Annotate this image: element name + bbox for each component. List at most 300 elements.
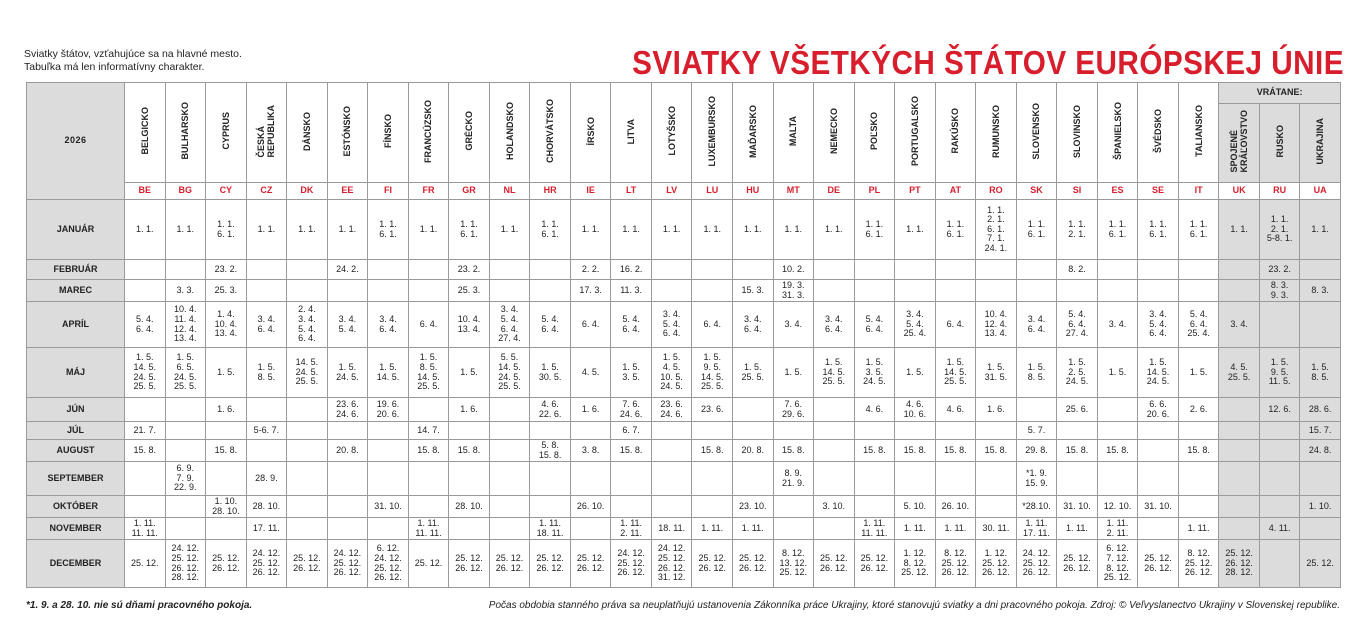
holiday-cell — [530, 280, 571, 302]
holiday-cell: 3. 3. — [165, 280, 206, 302]
holiday-table — [26, 82, 1341, 588]
holiday-cell: 5-6. 7. — [246, 422, 287, 440]
holiday-cell — [1178, 260, 1219, 280]
holiday-cell — [1097, 422, 1138, 440]
holiday-cell: 5. 4. 6. 4. — [611, 302, 652, 348]
country-name: GRÉCKO — [464, 111, 475, 151]
country-name-cell — [449, 83, 490, 183]
holiday-cell — [530, 496, 571, 518]
table-row — [27, 260, 1341, 280]
country-name: ŠPANIELSKO — [1112, 102, 1123, 161]
holiday-cell — [773, 518, 814, 540]
holiday-cell — [854, 260, 895, 280]
holiday-cell: 25. 3. — [206, 280, 247, 302]
holiday-cell — [611, 462, 652, 496]
holiday-cell: 1. 1. — [246, 200, 287, 260]
holiday-cell: 3. 4. — [1097, 302, 1138, 348]
holiday-cell — [489, 496, 530, 518]
table-row — [27, 200, 1341, 260]
holiday-cell: 6. 12. 7. 12. 8. 12. 25. 12. — [1097, 540, 1138, 588]
country-code-lv: LV — [651, 183, 692, 200]
holiday-cell — [1300, 302, 1341, 348]
holiday-cell: 1. 5. 24. 5. — [327, 348, 368, 398]
holiday-cell — [773, 496, 814, 518]
holiday-cell: 1. 5. 9. 5. 11. 5. — [1259, 348, 1300, 398]
holiday-cell — [206, 462, 247, 496]
holiday-cell — [1178, 422, 1219, 440]
holiday-cell — [165, 398, 206, 422]
holiday-cell — [287, 496, 328, 518]
holiday-cell: 23. 6. — [692, 398, 733, 422]
holiday-cell: 31. 10. — [368, 496, 409, 518]
holiday-cell — [773, 422, 814, 440]
holiday-cell: 8. 12. 25. 12. 26. 12. — [1178, 540, 1219, 588]
holiday-cell — [651, 260, 692, 280]
holiday-cell — [814, 280, 855, 302]
country-code-nl: NL — [489, 183, 530, 200]
holiday-cell: 25. 12. 26. 12. — [854, 540, 895, 588]
holiday-cell: 25. 12. 26. 12. — [206, 540, 247, 588]
country-name: MAĎARSKO — [747, 104, 758, 158]
holiday-cell — [489, 518, 530, 540]
holiday-cell: 1. 1. — [895, 200, 936, 260]
holiday-cell — [408, 462, 449, 496]
holiday-cell — [570, 462, 611, 496]
holiday-cell — [368, 280, 409, 302]
holiday-cell — [1219, 398, 1260, 422]
holiday-cell: 1. 1. 6. 1. — [854, 200, 895, 260]
holiday-cell — [1097, 462, 1138, 496]
page-title: SVIATKY VŠETKÝCH ŠTÁTOV EURÓPSKEJ ÚNIE — [632, 44, 1344, 81]
holiday-cell — [368, 422, 409, 440]
holiday-cell — [327, 462, 368, 496]
holiday-cell — [125, 280, 166, 302]
table-row — [27, 540, 1341, 588]
holiday-cell: 1. 11. — [1057, 518, 1098, 540]
holiday-cell: 10. 2. — [773, 260, 814, 280]
country-name-cell — [246, 83, 287, 183]
holiday-cell — [1300, 260, 1341, 280]
note-line-2: Tabuľka má len informatívny charakter. — [24, 61, 205, 73]
holiday-cell: 5. 4. 6. 4. — [125, 302, 166, 348]
holiday-cell: 3. 4. — [1219, 302, 1260, 348]
holiday-cell — [206, 422, 247, 440]
holiday-cell — [1138, 280, 1179, 302]
holiday-cell: 1. 5. 31. 5. — [976, 348, 1017, 398]
holiday-cell — [489, 398, 530, 422]
holiday-cell — [1057, 422, 1098, 440]
table-row — [27, 496, 1341, 518]
holiday-cell: 25. 12. 26. 12. — [1057, 540, 1098, 588]
table-row — [27, 302, 1341, 348]
holiday-cell: 15. 8. — [976, 440, 1017, 462]
holiday-cell: 1. 5. — [1097, 348, 1138, 398]
country-name: LOTYŠSKO — [666, 106, 677, 156]
country-name-cell — [1057, 83, 1098, 183]
holiday-cell — [935, 462, 976, 496]
holiday-cell: 19. 6. 20. 6. — [368, 398, 409, 422]
country-name-cell — [732, 83, 773, 183]
holiday-cell — [125, 496, 166, 518]
holiday-cell: *28.10. — [1016, 496, 1057, 518]
holiday-cell: 12. 10. — [1097, 496, 1138, 518]
holiday-cell: 1. 5. 14. 5. 25. 5. — [814, 348, 855, 398]
holiday-cell: 1. 1. — [692, 200, 733, 260]
holiday-cell: 24. 12. 25. 12. 26. 12. — [611, 540, 652, 588]
country-code-be: BE — [125, 183, 166, 200]
holiday-cell — [814, 260, 855, 280]
holiday-cell — [1138, 462, 1179, 496]
country-name-cell — [287, 83, 328, 183]
holiday-cell: 15. 8. — [408, 440, 449, 462]
holiday-cell: 1. 5. 8. 5. — [246, 348, 287, 398]
holiday-cell: 28. 10. — [449, 496, 490, 518]
holiday-cell: 1. 1. 6. 1. — [449, 200, 490, 260]
holiday-cell — [125, 462, 166, 496]
month-label: JÚL — [27, 422, 125, 440]
holiday-cell: 4. 6. 22. 6. — [530, 398, 571, 422]
holiday-cell: 3. 4. 6. 4. — [246, 302, 287, 348]
country-name-cell — [1219, 104, 1260, 183]
holiday-cell: 1. 5. 8. 5. — [1300, 348, 1341, 398]
holiday-cell — [165, 496, 206, 518]
country-code-fr: FR — [408, 183, 449, 200]
country-code-ro: RO — [976, 183, 1017, 200]
holiday-cell — [1219, 440, 1260, 462]
country-name: HOLANDSKO — [504, 102, 515, 161]
country-code-ee: EE — [327, 183, 368, 200]
country-name-cell — [165, 83, 206, 183]
holiday-cell — [287, 260, 328, 280]
holiday-cell — [1016, 260, 1057, 280]
holiday-cell: 6. 4. — [570, 302, 611, 348]
table-row — [27, 348, 1341, 398]
country-name-cell — [814, 83, 855, 183]
holiday-cell: 24. 12. 25. 12. 26. 12. 28. 12. — [165, 540, 206, 588]
country-name-cell — [692, 83, 733, 183]
holiday-cell — [1097, 280, 1138, 302]
holiday-cell: 1. 5. 30. 5. — [530, 348, 571, 398]
holiday-cell: 1. 1. 6. 1. — [206, 200, 247, 260]
holiday-cell: 8. 3. — [1300, 280, 1341, 302]
country-name: ČESKÁ REPUBLIKA — [256, 104, 277, 158]
holiday-cell: 20. 8. — [327, 440, 368, 462]
holiday-cell — [692, 496, 733, 518]
holiday-cell — [530, 462, 571, 496]
holiday-cell: 1. 5. 14. 5. 24. 5. 25. 5. — [125, 348, 166, 398]
holiday-cell: 25. 12. 26. 12. — [530, 540, 571, 588]
holiday-cell — [935, 280, 976, 302]
holiday-cell: 15. 8. — [935, 440, 976, 462]
month-label: AUGUST — [27, 440, 125, 462]
holiday-cell: 5. 10. — [895, 496, 936, 518]
holiday-cell — [1178, 462, 1219, 496]
country-code-pt: PT — [895, 183, 936, 200]
holiday-cell: 7. 6. 24. 6. — [611, 398, 652, 422]
holiday-cell — [1138, 422, 1179, 440]
holiday-cell — [814, 462, 855, 496]
holiday-cell: 1. 5. 14. 5. — [368, 348, 409, 398]
holiday-cell: 19. 3. 31. 3. — [773, 280, 814, 302]
table-row — [27, 422, 1341, 440]
holiday-cell: 6. 4. — [935, 302, 976, 348]
holiday-cell: 25. 12. 26. 12. — [814, 540, 855, 588]
holiday-cell — [732, 462, 773, 496]
holiday-cell: 1. 1. 6. 1. — [368, 200, 409, 260]
holiday-cell — [246, 280, 287, 302]
holiday-cell — [1178, 496, 1219, 518]
holiday-cell: 23. 2. — [1259, 260, 1300, 280]
footnote-right: Počas obdobia stanného práva sa neuplatňujú ustanovenia Zákonníka práce Ukrajiny, ktoré stanovujú sviatky a dni pracovného pokoja. Zdroj: © Veľvyslanectvo Ukrajiny v Slovenskej republike. — [488, 600, 1340, 611]
holiday-cell: 25. 12. 26. 12. — [1138, 540, 1179, 588]
holiday-cell — [287, 440, 328, 462]
holiday-cell: 16. 2. — [611, 260, 652, 280]
country-code-uk: UK — [1219, 183, 1260, 200]
country-name: SLOVINSKO — [1071, 104, 1082, 158]
holiday-cell — [1219, 280, 1260, 302]
holiday-cell — [895, 280, 936, 302]
country-code-se: SE — [1138, 183, 1179, 200]
holiday-cell: 3. 4. 5. 4. 6. 4. 27. 4. — [489, 302, 530, 348]
holiday-cell: 1. 5. 4. 5. 10. 5. 24. 5. — [651, 348, 692, 398]
country-name-cell — [1138, 83, 1179, 183]
holiday-cell: 3. 4. 6. 4. — [732, 302, 773, 348]
holiday-cell: 1. 1. — [611, 200, 652, 260]
holiday-cell — [1300, 518, 1341, 540]
holiday-cell: 25. 12. 26. 12. — [489, 540, 530, 588]
holiday-cell: 3. 4. — [773, 302, 814, 348]
holiday-cell — [692, 422, 733, 440]
holiday-cell: 25. 12. — [125, 540, 166, 588]
country-name: ESTÓNSKO — [342, 105, 353, 157]
holiday-cell: 1. 1. 2. 1. — [1057, 200, 1098, 260]
month-label: SEPTEMBER — [27, 462, 125, 496]
country-name-cell — [125, 83, 166, 183]
holiday-cell — [895, 462, 936, 496]
country-name: PORTUGALSKO — [909, 96, 920, 167]
holiday-cell: 1. 11. 2. 11. — [611, 518, 652, 540]
table-row — [27, 398, 1341, 422]
holiday-cell: 1. 11. 11. 11. — [408, 518, 449, 540]
holiday-cell — [449, 422, 490, 440]
holiday-cell — [489, 422, 530, 440]
holiday-cell — [530, 422, 571, 440]
holiday-cell: 3. 4. 5. 4. 25. 4. — [895, 302, 936, 348]
holiday-cell — [814, 422, 855, 440]
holiday-cell: 28. 6. — [1300, 398, 1341, 422]
holiday-cell: 25. 12. 26. 12. — [570, 540, 611, 588]
holiday-cell: 18. 11. — [651, 518, 692, 540]
holiday-cell: 6. 12. 24. 12. 25. 12. 26. 12. — [368, 540, 409, 588]
holiday-cell: 1. 11. 2. 11. — [1097, 518, 1138, 540]
holiday-cell: 15. 8. — [1057, 440, 1098, 462]
holiday-cell: 26. 10. — [935, 496, 976, 518]
holiday-cell: 6. 4. — [408, 302, 449, 348]
holiday-cell: 1. 1. — [125, 200, 166, 260]
holiday-cell: 5. 7. — [1016, 422, 1057, 440]
holiday-cell: 1. 1. 2. 1. 6. 1. 7. 1. 24. 1. — [976, 200, 1017, 260]
holiday-cell — [368, 518, 409, 540]
holiday-cell: 1. 5. 14. 5. 25. 5. — [935, 348, 976, 398]
holiday-cell: 23. 6. 24. 6. — [327, 398, 368, 422]
country-code-gr: GR — [449, 183, 490, 200]
holiday-cell: 1. 1. 6. 1. — [1016, 200, 1057, 260]
country-code-fi: FI — [368, 183, 409, 200]
holiday-cell — [246, 440, 287, 462]
holiday-cell — [1219, 422, 1260, 440]
holiday-cell: 25. 6. — [1057, 398, 1098, 422]
holiday-cell: 1. 5. 14. 5. 24. 5. — [1138, 348, 1179, 398]
holiday-cell: 5. 4. 6. 4. — [854, 302, 895, 348]
holiday-cell: 1. 1. 6. 1. — [530, 200, 571, 260]
holiday-cell: 24. 12. 25. 12. 26. 12. — [327, 540, 368, 588]
holiday-cell: 14. 5. 24. 5. 25. 5. — [287, 348, 328, 398]
holiday-cell — [530, 260, 571, 280]
holiday-cell: 25. 12. 26. 12. — [449, 540, 490, 588]
holiday-cell: 1. 1. — [1219, 200, 1260, 260]
holiday-cell: 24. 12. 25. 12. 26. 12. — [1016, 540, 1057, 588]
country-name-cell — [489, 83, 530, 183]
country-name: MALTA — [788, 116, 799, 147]
holiday-cell: 25. 12. 26. 12. — [692, 540, 733, 588]
holiday-cell — [327, 518, 368, 540]
holiday-cell: 15. 8. — [449, 440, 490, 462]
holiday-cell: 28. 10. — [246, 496, 287, 518]
holiday-cell: 1. 6. — [976, 398, 1017, 422]
holiday-cell — [246, 260, 287, 280]
holiday-cell — [165, 440, 206, 462]
holiday-cell: 1. 5. 2. 5. 24. 5. — [1057, 348, 1098, 398]
holiday-cell: 1. 4. 10. 4. 13. 4. — [206, 302, 247, 348]
holiday-cell — [854, 280, 895, 302]
holiday-cell: 1. 5. — [895, 348, 936, 398]
holiday-cell: 1. 11. 11. 11. — [854, 518, 895, 540]
holiday-cell: 25. 12. 26. 12. 28. 12. — [1219, 540, 1260, 588]
country-name: TALIANSKO — [1193, 105, 1204, 158]
holiday-cell: 24. 2. — [327, 260, 368, 280]
holiday-cell — [732, 398, 773, 422]
holiday-cell: 1. 5. 3. 5. — [611, 348, 652, 398]
holiday-cell — [1138, 260, 1179, 280]
holiday-cell: 10. 4. 12. 4. 13. 4. — [976, 302, 1017, 348]
country-name: DÁNSKO — [301, 111, 312, 151]
holiday-cell: 15. 8. — [206, 440, 247, 462]
holiday-cell — [287, 462, 328, 496]
holiday-cell — [489, 260, 530, 280]
holiday-cell: 1. 5. 25. 5. — [732, 348, 773, 398]
country-name: CHORVÁTSKO — [545, 99, 556, 164]
holiday-cell: 4. 5. — [570, 348, 611, 398]
holiday-cell — [1057, 280, 1098, 302]
holiday-cell — [732, 422, 773, 440]
holiday-cell — [935, 260, 976, 280]
month-label: DECEMBER — [27, 540, 125, 588]
holiday-cell — [976, 422, 1017, 440]
holiday-cell — [165, 518, 206, 540]
holiday-cell: 28. 9. — [246, 462, 287, 496]
holiday-cell — [814, 518, 855, 540]
holiday-cell — [1138, 440, 1179, 462]
holiday-cell: 25. 12. 26. 12. — [732, 540, 773, 588]
holiday-cell — [692, 462, 733, 496]
holiday-cell — [976, 280, 1017, 302]
country-name-cell — [935, 83, 976, 183]
holiday-cell: 25. 12. 26. 12. — [287, 540, 328, 588]
country-code-cz: CZ — [246, 183, 287, 200]
holiday-cell: 31. 10. — [1138, 496, 1179, 518]
holiday-cell: 5. 4. 6. 4. 27. 4. — [1057, 302, 1098, 348]
holiday-cell: 24. 12. 25. 12. 26. 12. — [246, 540, 287, 588]
holiday-cell — [611, 496, 652, 518]
country-name-cell — [651, 83, 692, 183]
holiday-cell: 15. 8. — [1097, 440, 1138, 462]
holiday-cell: 23. 6. 24. 6. — [651, 398, 692, 422]
holiday-cell — [814, 440, 855, 462]
country-name-cell — [1097, 83, 1138, 183]
holiday-cell: 1. 5. — [206, 348, 247, 398]
holiday-cell: 14. 7. — [408, 422, 449, 440]
holiday-cell: 25. 12. — [408, 540, 449, 588]
holiday-cell — [408, 398, 449, 422]
holiday-cell: 12. 6. — [1259, 398, 1300, 422]
holiday-cell: 10. 4. 11. 4. 12. 4. 13. 4. — [165, 302, 206, 348]
holiday-cell — [976, 462, 1017, 496]
country-name-cell — [327, 83, 368, 183]
country-name: RUSKO — [1274, 125, 1285, 158]
month-label: APRÍL — [27, 302, 125, 348]
country-name: BELGICKO — [139, 107, 150, 155]
holiday-cell: 4. 6. — [854, 398, 895, 422]
holiday-cell: 1. 1. 6. 1. — [1178, 200, 1219, 260]
holiday-cell: 23. 2. — [206, 260, 247, 280]
holiday-cell — [1259, 302, 1300, 348]
holiday-cell — [408, 260, 449, 280]
holiday-cell: 8. 2. — [1057, 260, 1098, 280]
country-code-at: AT — [935, 183, 976, 200]
holiday-cell: 8. 12. 25. 12. 26. 12. — [935, 540, 976, 588]
holiday-cell: 1. 11. — [692, 518, 733, 540]
holiday-cell: 1. 6. — [206, 398, 247, 422]
holiday-cell: 3. 4. 6. 4. — [368, 302, 409, 348]
month-label: OKTÓBER — [27, 496, 125, 518]
holiday-cell — [935, 422, 976, 440]
holiday-cell — [651, 496, 692, 518]
holiday-cell: 5. 8. 15. 8. — [530, 440, 571, 462]
country-name-cell — [368, 83, 409, 183]
holiday-cell: 1. 6. — [449, 398, 490, 422]
table-row — [27, 462, 1341, 496]
country-name-cell — [773, 83, 814, 183]
table-row — [27, 518, 1341, 540]
country-name-cell — [408, 83, 449, 183]
holiday-cell: 1. 1. — [489, 200, 530, 260]
country-name-cell — [570, 83, 611, 183]
header-notes — [24, 48, 242, 74]
holiday-cell — [125, 260, 166, 280]
holiday-cell: 1. 1. — [814, 200, 855, 260]
holiday-cell — [1219, 496, 1260, 518]
country-code-dk: DK — [287, 183, 328, 200]
country-code-de: DE — [814, 183, 855, 200]
holiday-cell — [489, 440, 530, 462]
holiday-cell: 1. 1. 6. 1. — [1138, 200, 1179, 260]
holiday-cell — [570, 422, 611, 440]
holiday-cell — [287, 280, 328, 302]
holiday-cell: 1. 11. — [935, 518, 976, 540]
holiday-cell: 1. 1. — [651, 200, 692, 260]
holiday-cell — [1259, 440, 1300, 462]
holiday-cell: 20. 8. — [732, 440, 773, 462]
